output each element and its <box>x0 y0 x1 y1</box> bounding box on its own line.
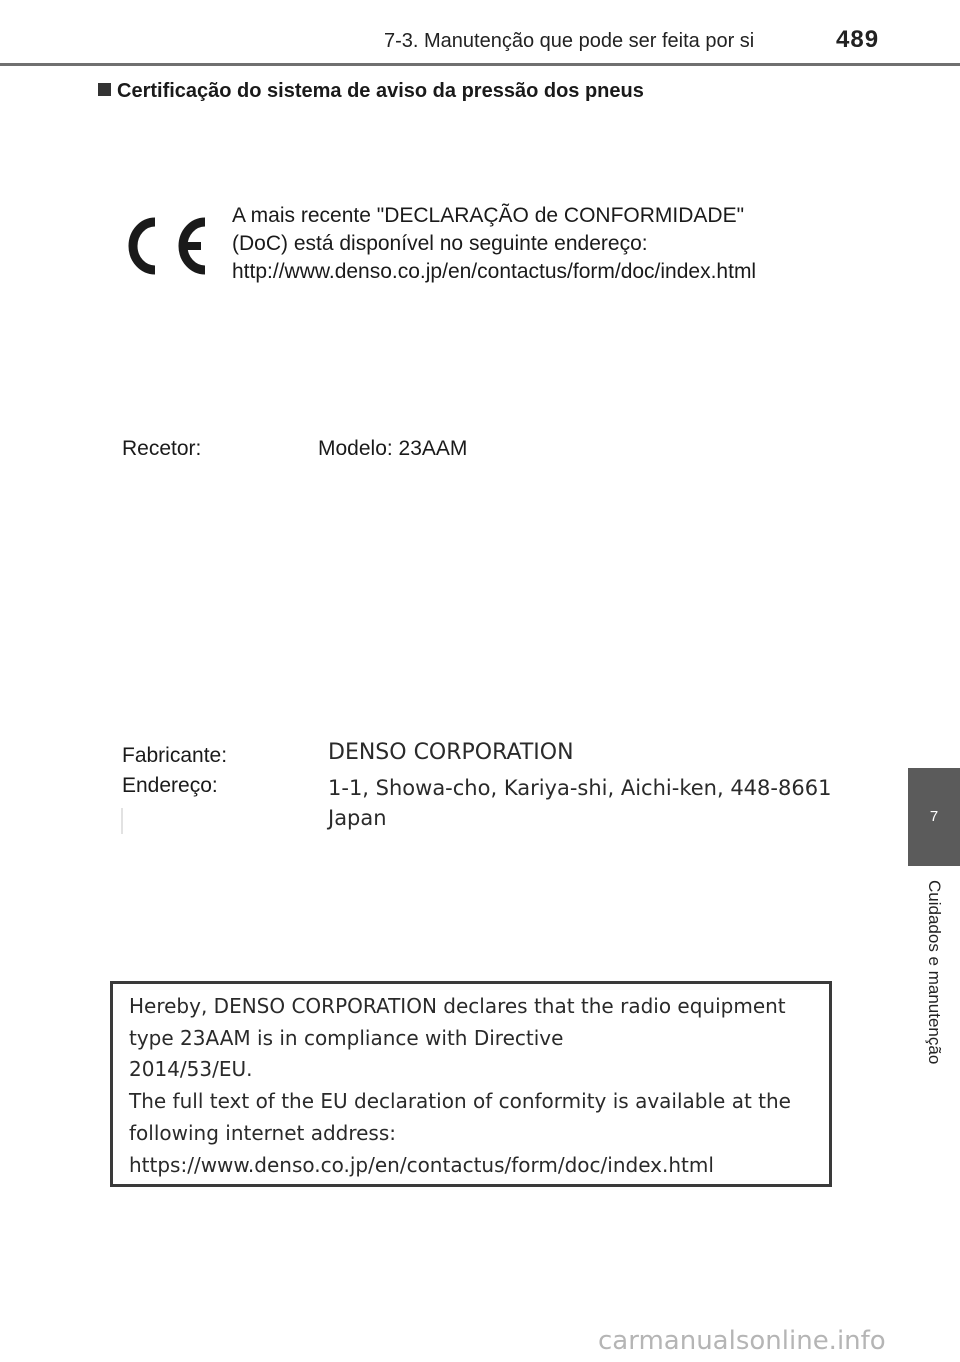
conformity-line: (DoC) está disponível no seguinte endereço: <box>232 232 648 255</box>
section-heading <box>98 80 644 103</box>
header-divider <box>0 63 960 66</box>
section-heading-text: Certificação do sistema de aviso da pressão dos pneus <box>117 80 644 102</box>
declaration-line: Hereby, DENSO CORPORATION declares that the radio equipment <box>129 994 786 1018</box>
receptor-label: Recetor: <box>122 437 202 460</box>
conformity-url: http://www.denso.co.jp/en/contactus/form/doc/index.html <box>232 260 757 283</box>
address-line: 1-1, Showa-cho, Kariya-shi, Aichi-ken, 448-8661 <box>328 776 832 800</box>
watermark: carmanualsonline.info <box>598 1326 886 1356</box>
chapter-title: 7-3. Manutenção que pode ser feita por si <box>384 30 755 52</box>
declaration-line: The full text of the EU declaration of conformity is available at the <box>129 1089 791 1113</box>
scan-artifact <box>121 808 123 834</box>
declaration-line: type 23AAM is in compliance with Directive <box>129 1026 564 1050</box>
declaration-url: https://www.denso.co.jp/en/contactus/form/doc/index.html <box>129 1153 714 1177</box>
declaration-line: following internet address: <box>129 1121 397 1145</box>
declaration-line: 2014/53/EU. <box>129 1057 253 1081</box>
address-country: Japan <box>328 806 387 830</box>
conformity-line: A mais recente "DECLARAÇÃO de CONFORMIDADE" <box>232 204 745 227</box>
chapter-tab <box>908 768 960 866</box>
manufacturer-name: DENSO CORPORATION <box>328 740 574 765</box>
receptor-model: Modelo: 23AAM <box>318 437 468 460</box>
page-number: 489 <box>836 26 880 53</box>
address-label: Endereço: <box>122 774 218 797</box>
eu-declaration-box <box>110 981 832 1187</box>
square-bullet-icon <box>98 83 111 96</box>
manufacturer-label: Fabricante: <box>122 744 228 767</box>
chapter-side-label-text: Cuidados e manutenção <box>925 880 944 1065</box>
ce-mark-icon <box>115 210 213 282</box>
conformity-notice <box>232 202 756 286</box>
chapter-tab-number: 7 <box>929 808 939 825</box>
